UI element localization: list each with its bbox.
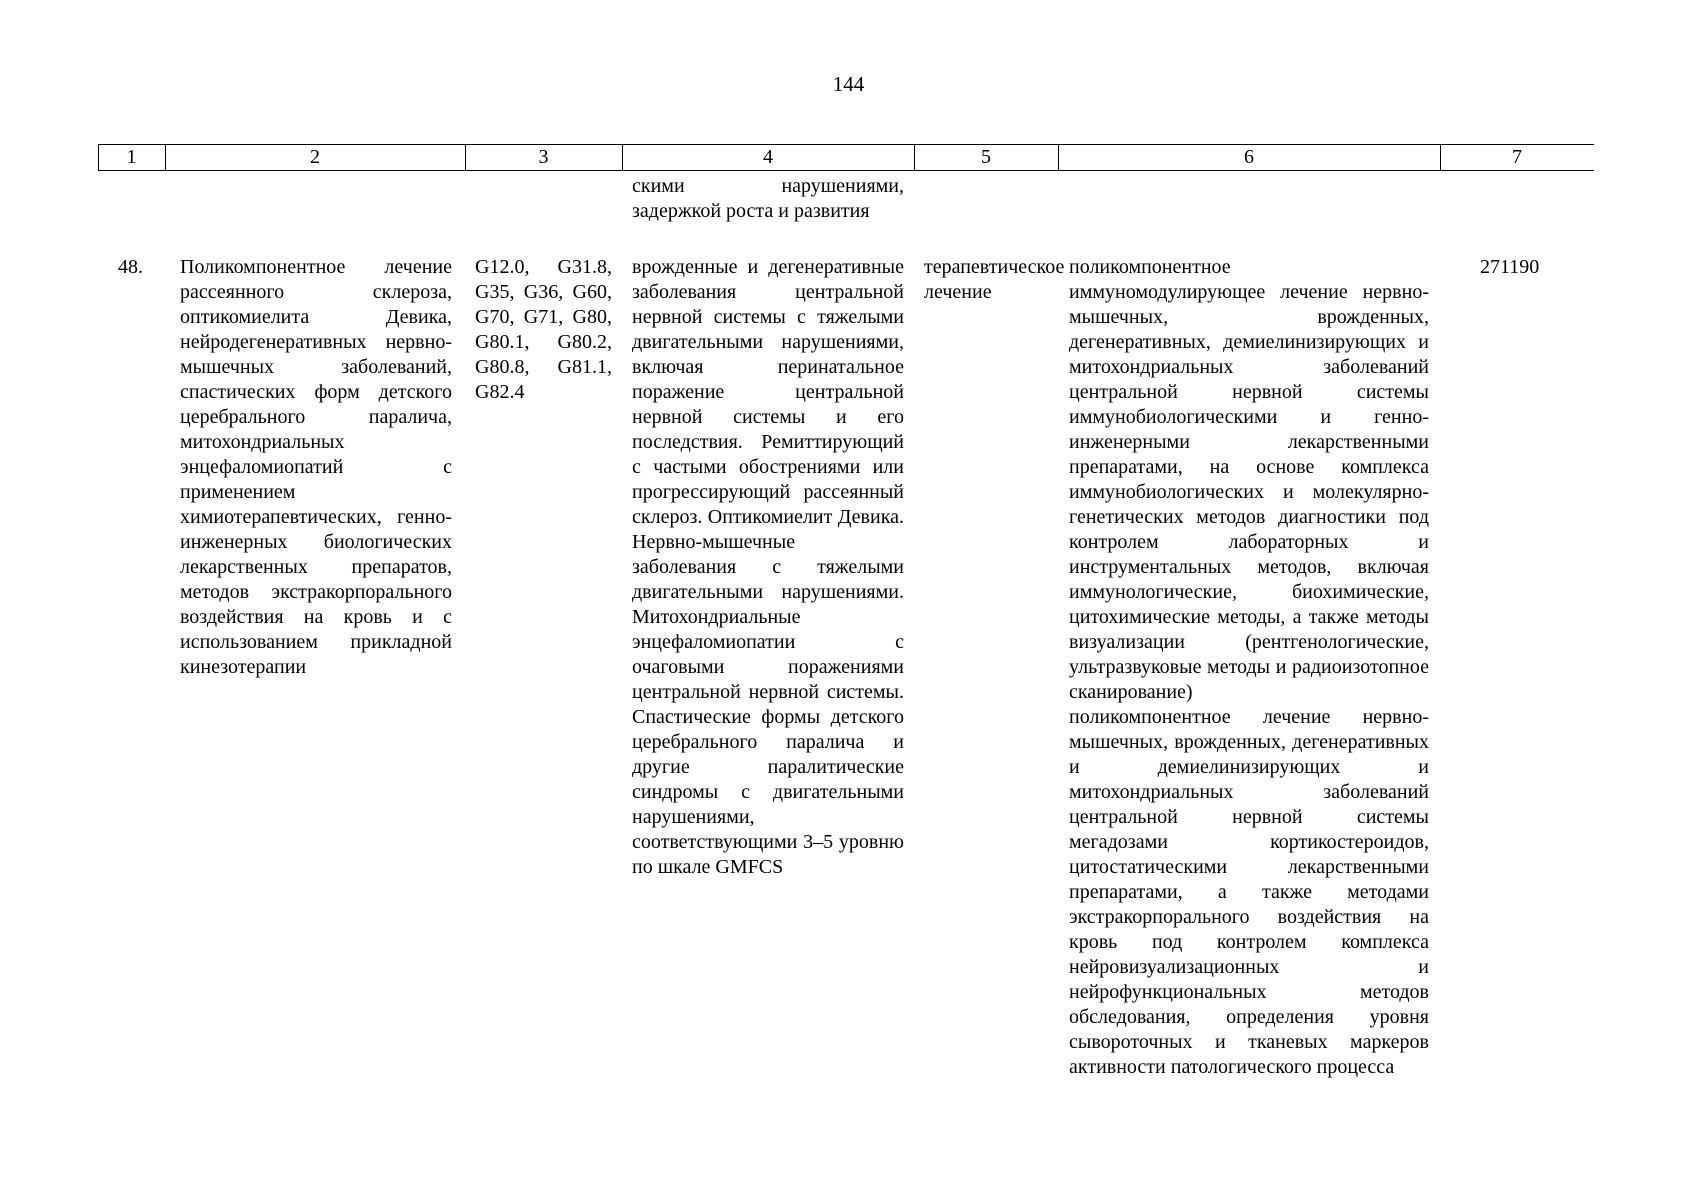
- header-col-3: 3: [538, 146, 549, 168]
- treatment-type: терапевтическое лечение: [924, 256, 1065, 303]
- header-col-1: 1: [126, 146, 137, 168]
- continued-col4-text: скими нарушениями, задержкой роста и развития: [632, 175, 904, 222]
- treatment-method-paragraph: поликомпонентное иммуномодулирующее лечение нервно-мышечных, врожденных, дегенеративных, демиелинизирующих и митохондриальных заболеваний центральной нервной системы иммунобиологическими и генно-инженерными лекарственными препаратами, на основе комплекса иммунобиологических и молекулярно-генетических методов диагностики под контролем лабораторных и инструментальных методов, включая иммунологические, биохимические, цитохимические методы, а также методы визуализации (рентгенологические, ультразвуковые методы и радиоизотопное сканирование): [1069, 256, 1429, 703]
- page-number: 144: [832, 72, 865, 96]
- header-col-2: 2: [310, 146, 320, 168]
- icd-codes: G12.0, G31.8, G35, G36, G60, G70, G71, G80, G80.1, G80.2, G80.8, G81.1, G82.4: [475, 256, 612, 403]
- header-col-6: 6: [1244, 146, 1254, 168]
- header-col-5: 5: [981, 146, 991, 168]
- header-col-4: 4: [763, 146, 773, 168]
- row-number: 48.: [118, 256, 143, 278]
- patient-model: врожденные и дегенеративные заболевания центральной нервной системы с тяжелыми двигательными нарушениями, включая перинатальное поражение центральной нервной системы и его последствия. Ремиттирующий с частыми обострениями или прогрессирующий рассеянный склероз. Оптикомиелит Девика. Нервно-мышечные заболевания с тяжелыми двигательными нарушениями. Митохондриальные энцефаломиопатии с очаговыми поражениями центральной нервной системы. Спастические формы детского церебрального паралича и другие паралитические синдромы с двигательными нарушениями, соответствующими 3–5 уровню по шкале GMFCS: [632, 256, 904, 878]
- header-bottom-rule: [98, 170, 1594, 171]
- treatment-method: [1069, 255, 1429, 1080]
- treatment-method-paragraph: поликомпонентное лечение нервно-мышечных, врожденных, дегенеративных и демиелинизирующих и митохондриальных заболеваний центральной нервной системы мегадозами кортикостероидов, цитостатическими лекарственными препаратами, а также методами экстракорпорального воздействия на кровь под контролем комплекса нейровизуализационных и нейрофункциональных методов обследования, определения уровня сывороточных и тканевых маркеров активности патологического процесса: [1069, 706, 1429, 1078]
- cost-value: 271190: [1480, 256, 1540, 278]
- treatment-name: Поликомпонентное лечение рассеянного склероза, оптикомиелита Девика, нейродегенеративных нервно-мышечных заболеваний, спастических форм детского церебрального паралича, митохондриальных энцефаломиопатий с применением химиотерапевтических, генно-инженерных биологических лекарственных препаратов, методов экстракорпорального воздействия на кровь и с использованием прикладной кинезотерапии: [180, 256, 452, 678]
- header-col-7: 7: [1512, 146, 1522, 168]
